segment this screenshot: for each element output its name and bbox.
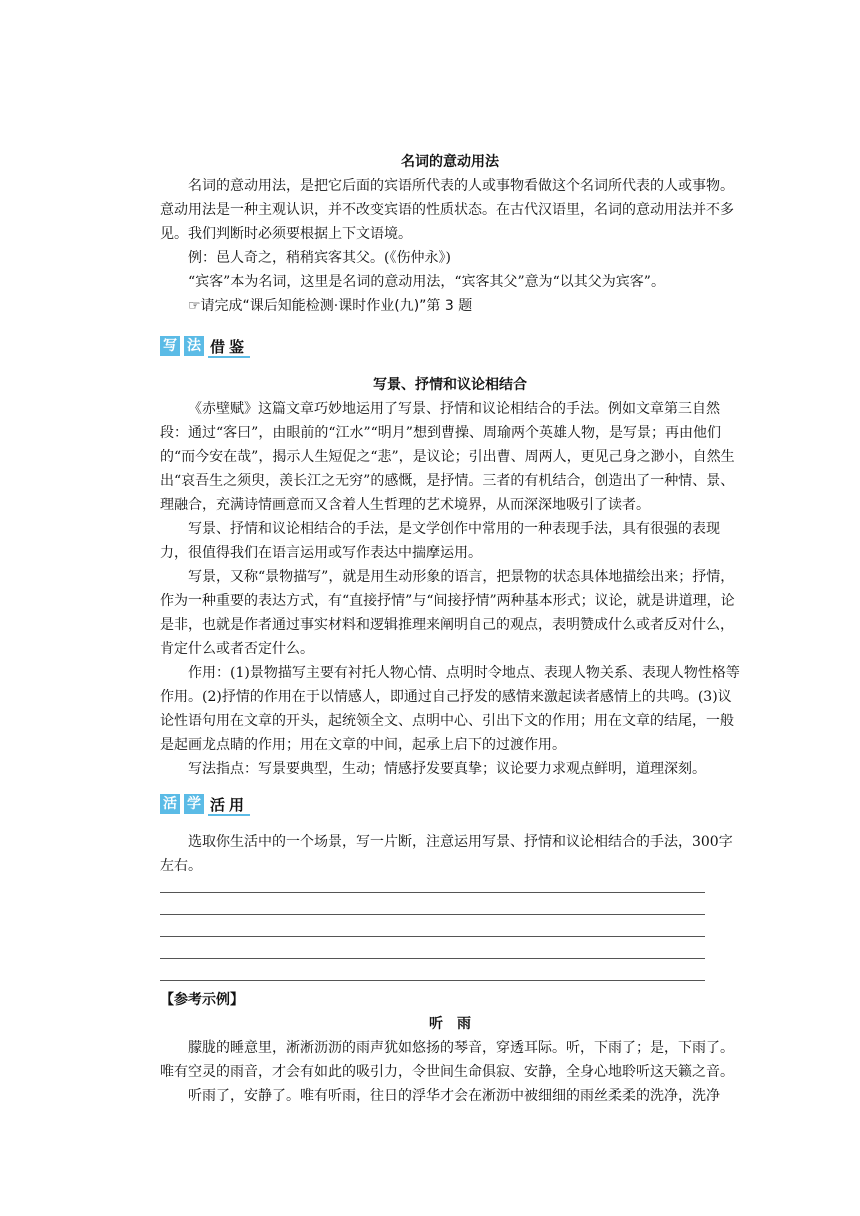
section-header-writing <box>160 336 250 360</box>
paragraph: 朦胧的睡意里，淅淅沥沥的雨声犹如悠扬的琴音，穿透耳际。听，下雨了；是，下雨了。唯有空灵的雨音，才会有如此的吸引力，令世间生命俱寂、安静，全身心地聆听这天籁之音。 <box>160 1040 734 1080</box>
paragraph: 写景，又称“景物描写”，就是用生动形象的语言，把景物的状态具体地描绘出来；抒情，作为一种重要的表达方式，有“直接抒情”与“间接抒情”两种基本形式；议论，就是讲道理，论是非，也就是作者通过事实材料和逻辑推理来阐明自己的观点，表明赞成什么或者反对什么，肯定什么或者否定什么。 <box>160 569 735 657</box>
answer-line[interactable] <box>160 958 705 959</box>
paragraph: 作用：(1)景物描写主要有衬托人物心情、点明时令地点、表现人物关系、表现人物性格等作用。(2)抒情的作用在于以情感人，即通过自己抒发的感情来激起读者感情上的共鸣。(3)议论性语句用在文章的开头，起统领全文、点明中心、引出下文的作用；用在文章的结尾，一般是起画龙点睛的作用；用在文章的中间，起承上启下的过渡作用。 <box>160 665 740 753</box>
reference-label: 【参考示例】 <box>160 992 244 1008</box>
section2-body <box>160 397 740 781</box>
section-title-writing-method: 写景、抒情和议论相结合 <box>373 377 527 393</box>
section-title-noun-usage: 名词的意动用法 <box>401 154 499 170</box>
reference-title: 听 雨 <box>429 1016 471 1032</box>
header-char-box: 法 <box>184 336 204 356</box>
paragraph: 《赤壁赋》这篇文章巧妙地运用了写景、抒情和议论相结合的手法。例如文章第三自然段：通过“客曰”，由眼前的“江水”“明月”想到曹操、周瑜两个英雄人物，是写景；再由他们的“而今安在哉”，揭示人生短促之“悲”，是议论；引出曹、周两人，更见己身之渺小，自然生出“哀吾生之须臾，羡长江之无穷”的感慨，是抒情。三者的有机结合，创造出了一种情、景、理融合，充满诗情画意而又含着人生哲理的艺术境界，从而深深地吸引了读者。 <box>160 401 735 513</box>
header-word: 活用 <box>208 794 250 816</box>
answer-line[interactable] <box>160 936 705 937</box>
section-header-practice <box>160 794 250 818</box>
paragraph: 听雨了，安静了。唯有听雨，往日的浮华才会在淅沥中被细细的雨丝柔柔的洗净，洗净 <box>188 1088 720 1104</box>
task-link[interactable]: ☞请完成“课后知能检测·课时作业(九)”第 3 题 <box>188 298 473 314</box>
answer-line[interactable] <box>160 892 705 893</box>
header-char-box: 活 <box>160 794 180 814</box>
paragraph: 写景、抒情和议论相结合的手法，是文学创作中常用的一种表现手法，具有很强的表现力，很值得我们在语言运用或写作表达中揣摩运用。 <box>160 521 720 561</box>
paragraph: 选取你生活中的一个场景，写一片断，注意运用写景、抒情和议论相结合的手法，300字左右。 <box>160 834 733 874</box>
practice-prompt <box>160 830 740 878</box>
header-char-box: 写 <box>160 336 180 356</box>
section1-body <box>160 174 740 318</box>
answer-line[interactable] <box>160 914 705 915</box>
header-word: 借鉴 <box>208 336 250 358</box>
explanation-line: “宾客”本为名词，这里是名词的意动用法，“宾客其父”意为“以其父为宾客”。 <box>188 274 665 290</box>
example-line: 例：邑人奇之，稍稍宾客其父。(《伤仲永》) <box>188 250 451 266</box>
reference-body <box>160 1036 740 1108</box>
paragraph: 写法指点：写景要典型，生动；情感抒发要真挚；议论要力求观点鲜明，道理深刻。 <box>188 761 706 777</box>
header-char-box: 学 <box>184 794 204 814</box>
answer-line[interactable] <box>160 980 705 981</box>
paragraph: 名词的意动用法，是把它后面的宾语所代表的人或事物看做这个名词所代表的人或事物。意动用法是一种主观认识，并不改变宾语的性质状态。在古代汉语里，名词的意动用法并不多见。我们判断时必须要根据上下文语境。 <box>160 178 734 242</box>
